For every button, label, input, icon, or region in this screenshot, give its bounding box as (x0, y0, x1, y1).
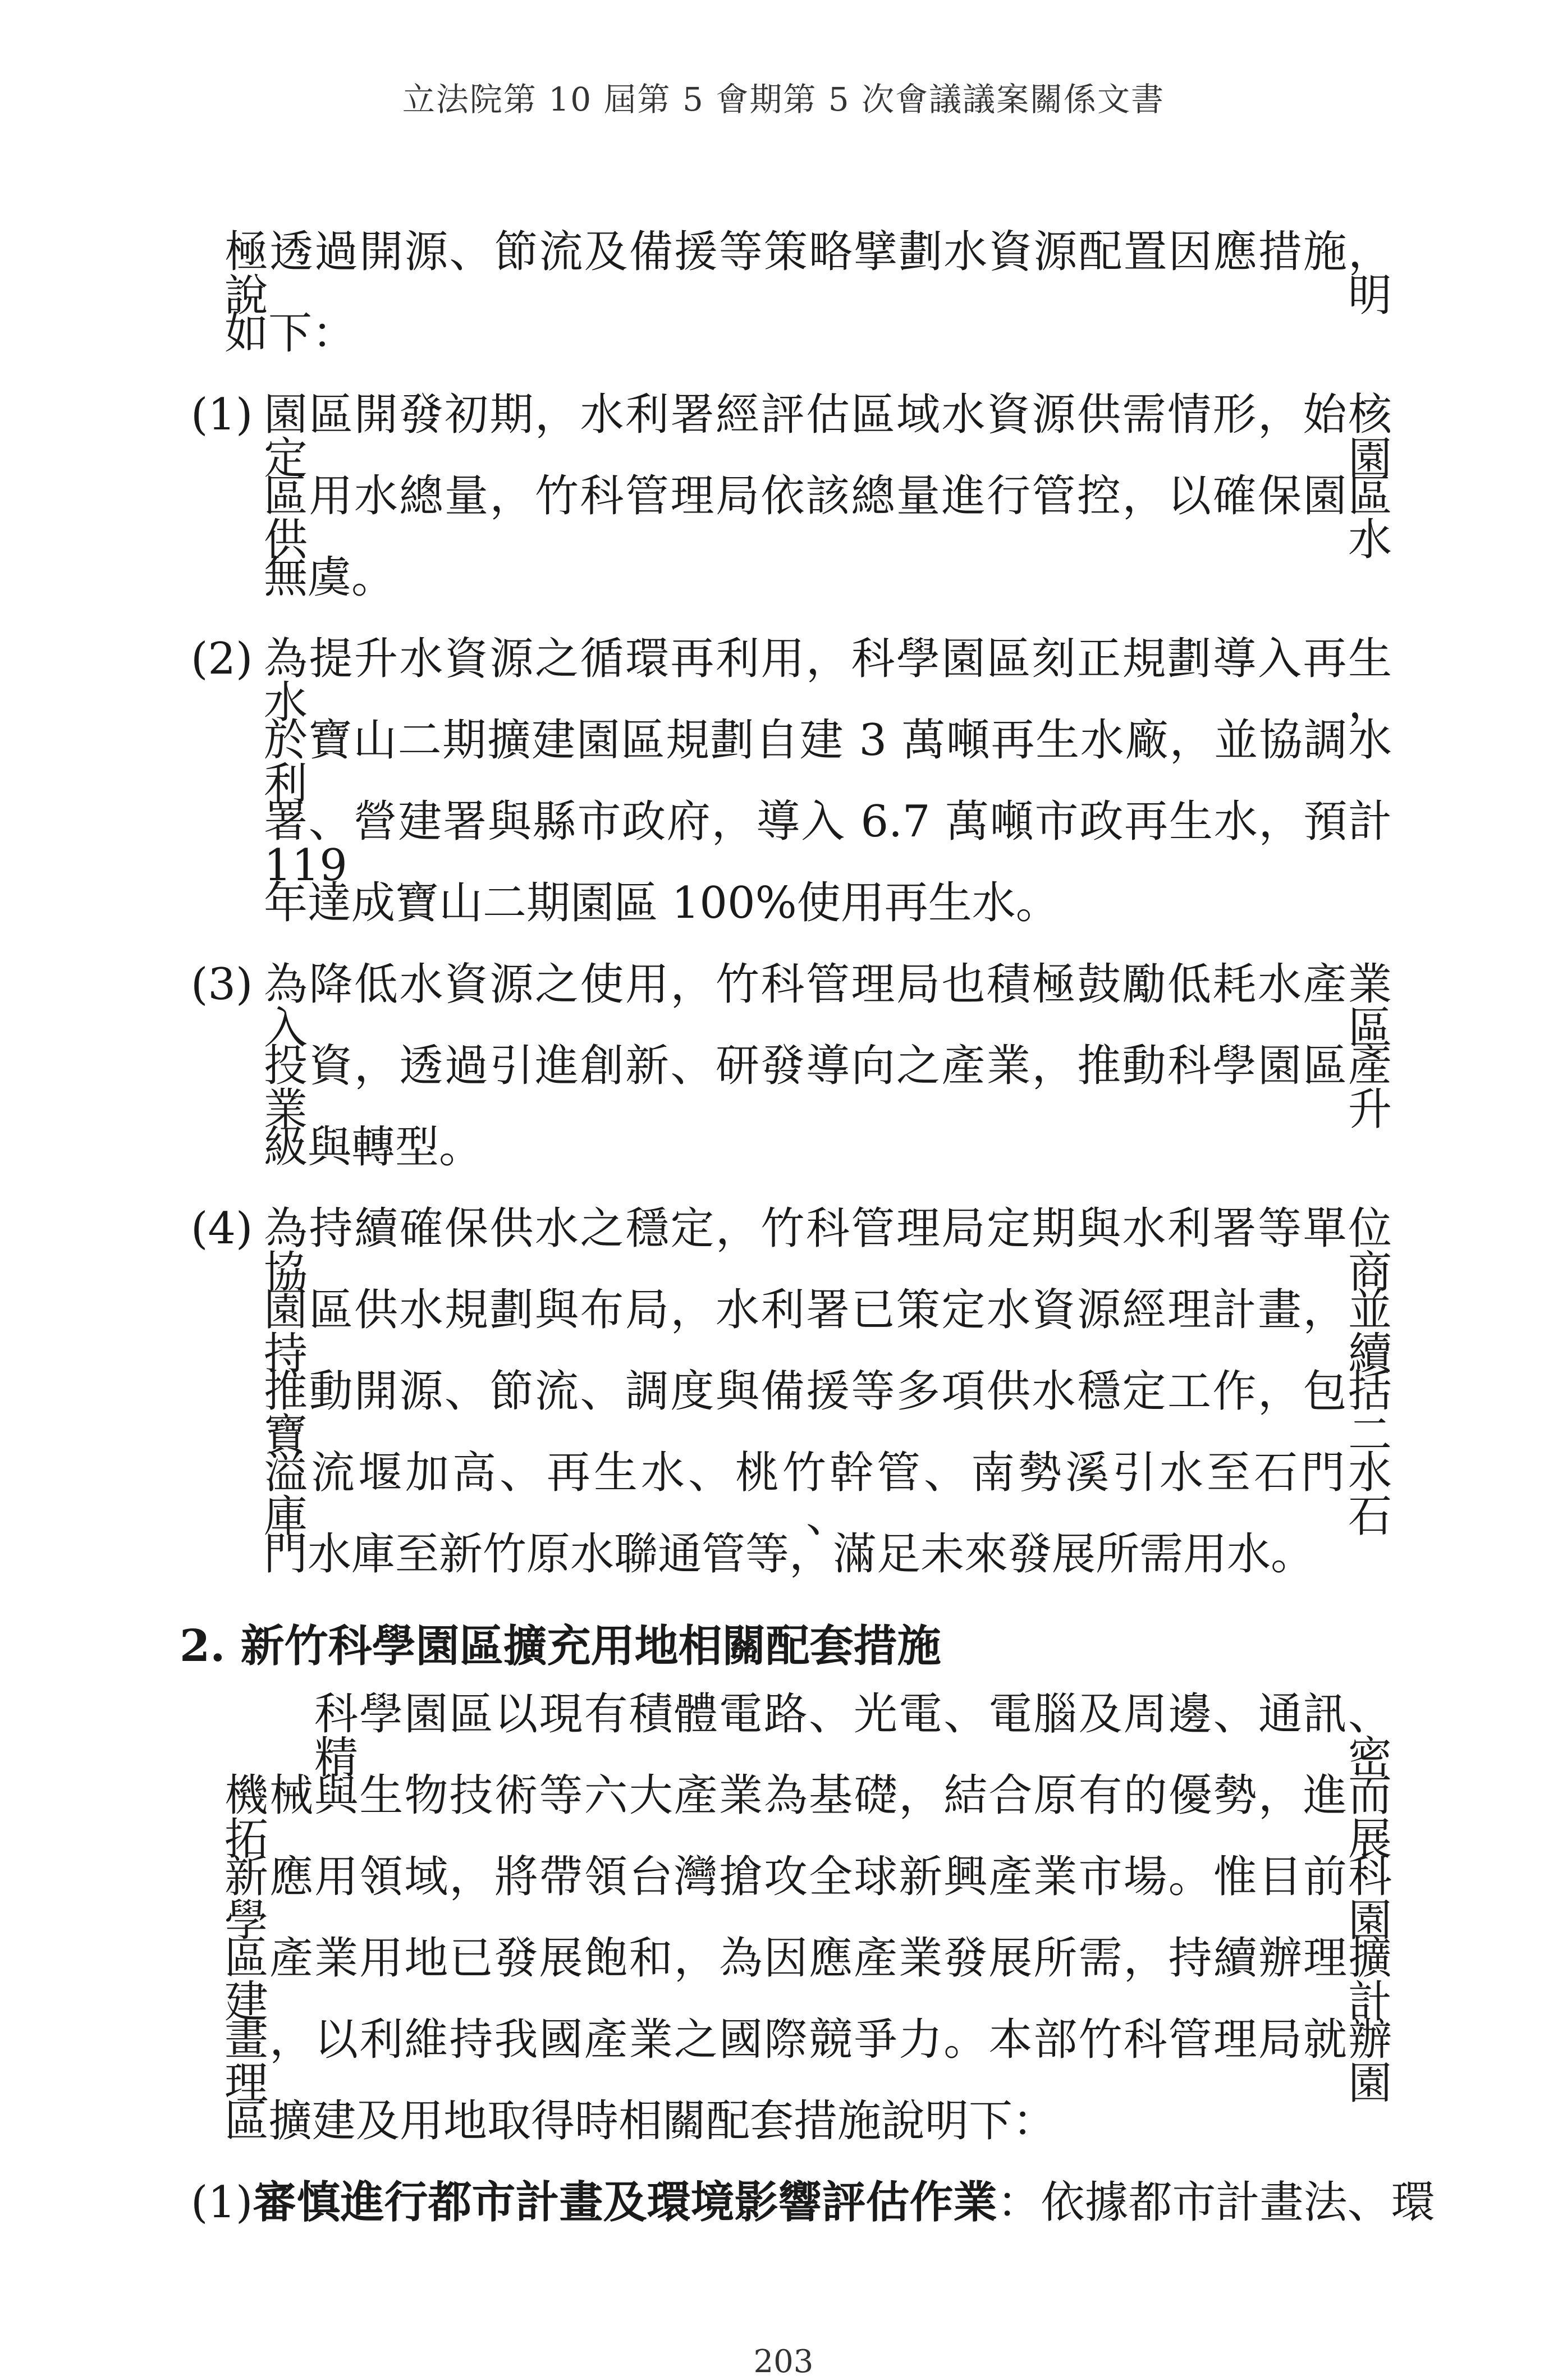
section-2-line-4: 區產業用地已發展飽和，為因應產業發展所需，持續辦理擴建計 (224, 1933, 1392, 2027)
section-2-item-1-number: (1) (191, 2177, 253, 2228)
item-2-line-1: 為提升水資源之循環再利用，科學園區刻正規劃導入再生水， (264, 634, 1392, 728)
page-number: 203 (753, 2344, 814, 2380)
section-2-item-1 (191, 2177, 1435, 2228)
item-4-line-2: 園區供水規劃與布局，水利署已策定水資源經理計畫，並持續 (264, 1285, 1392, 1379)
section-2-line-2: 機械與生物技術等六大產業為基礎，結合原有的優勢，進而拓展 (224, 1770, 1392, 1865)
item-1-line-2: 區用水總量，竹科管理局依該總量進行管控，以確保園區供水 (264, 471, 1392, 565)
item-4-line-4: 溢流堰加高、再生水、桃竹幹管、南勢溪引水至石門水庫、石 (264, 1448, 1392, 1542)
item-1-line-1: 園區開發初期，水利署經評估區域水資源供需情形，始核定園 (264, 390, 1392, 484)
item-3-line-2: 投資，透過引進創新、研發導向之產業，推動科學園區產業升 (264, 1041, 1392, 1135)
item-4-line-5: 門水庫至新竹原水聯通管等，滿足未來發展所需用水。 (264, 1529, 1315, 1580)
section-2-item-1-bold-title: 審慎進行都市計畫及環境影響評估作業 (253, 2177, 997, 2228)
section-2-line-3: 新應用領域，將帶領台灣搶攻全球新興產業市場。惟目前科學園 (224, 1852, 1392, 1946)
page-header: 立法院第 10 屆第 5 會期第 5 次會議議案關係文書 (402, 80, 1165, 118)
item-3-line-1: 為降低水資源之使用，竹科管理局也積極鼓勵低耗水產業入區 (264, 959, 1392, 1054)
intro-line-1: 極透過開源、節流及備援等策略擘劃水資源配置因應措施，說明 (224, 227, 1392, 321)
item-2-line-4: 年達成寶山二期園區 100%使用再生水。 (264, 878, 1060, 928)
section-2-heading: 2. 新竹科學園區擴充用地相關配套措施 (180, 1621, 941, 1672)
item-4-line-3: 推動開源、節流、調度與備援等多項供水穩定工作，包括寶二 (264, 1366, 1392, 1461)
item-2-number: (2) (191, 634, 253, 684)
item-2-line-2: 於寶山二期擴建園區規劃自建 3 萬噸再生水廠，並協調水利 (264, 715, 1392, 809)
section-2-item-1-text: ：依據都市計畫法、環 (997, 2177, 1435, 2228)
item-3-number: (3) (191, 959, 253, 1010)
section-2-line-6: 區擴建及用地取得時相關配套措施說明下： (224, 2096, 1057, 2146)
section-2-line-5: 畫，以利維持我國產業之國際競爭力。本部竹科管理局就辦理園 (224, 2015, 1392, 2109)
item-1-line-3: 無虞。 (264, 552, 396, 603)
section-2-line-1: 科學園區以現有積體電路、光電、電腦及周邊、通訊、精密 (314, 1689, 1392, 1783)
item-1-number: (1) (191, 390, 253, 440)
item-4-number: (4) (191, 1203, 253, 1254)
intro-line-2: 如下： (224, 308, 356, 359)
item-2-line-3: 署、營建署與縣市政府，導入 6.7 萬噸市政再生水，預計 119 (264, 797, 1392, 891)
item-3-line-3: 級與轉型。 (264, 1122, 483, 1173)
item-4-line-1: 為持續確保供水之穩定，竹科管理局定期與水利署等單位協商 (264, 1203, 1392, 1298)
